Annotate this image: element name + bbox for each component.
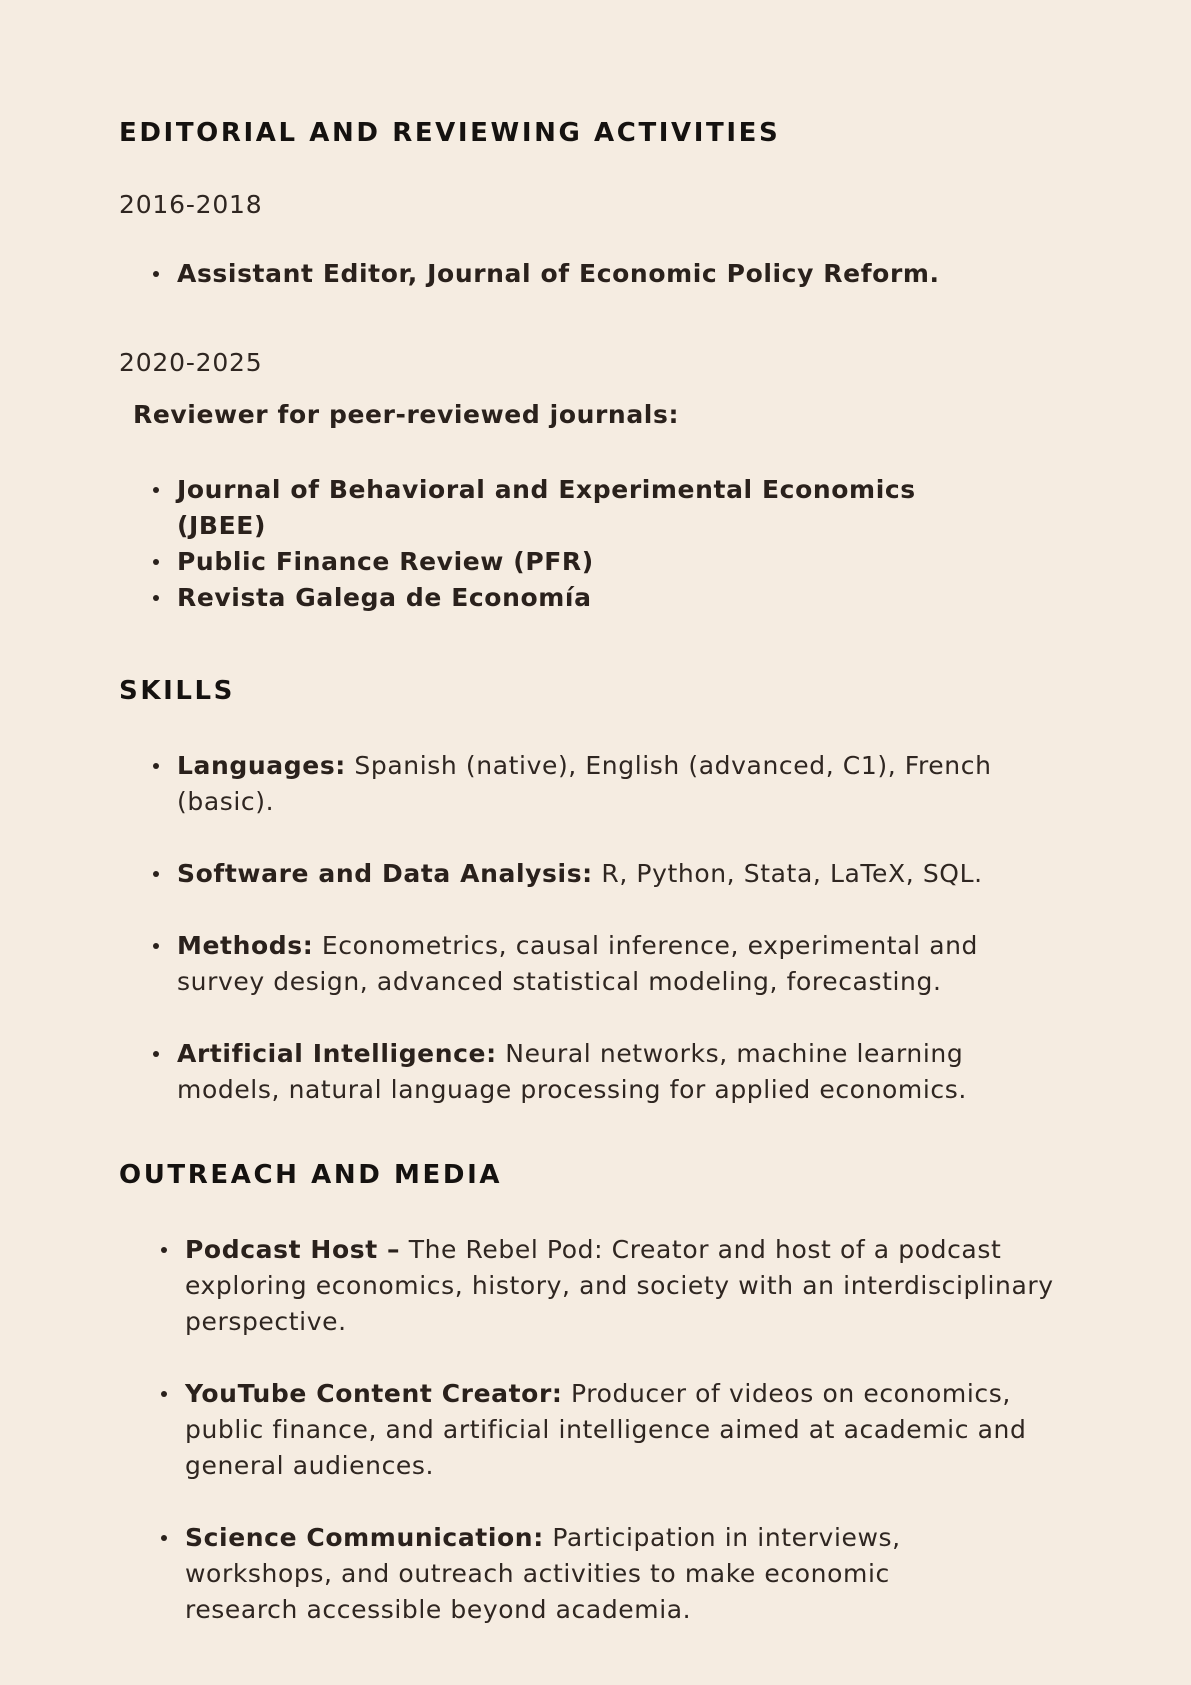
period-2020-2025: 2020-2025 [119, 348, 263, 377]
skill-label: Methods: [177, 931, 314, 960]
skill-item-languages [177, 748, 1057, 820]
journal-name: Public Finance Review (PFR) [177, 547, 594, 576]
outreach-item-science-communication [185, 1520, 965, 1628]
outreach-label: Science Communication: [185, 1523, 544, 1552]
outreach-text: Participation in interviews, workshops, and outreach activities to make economic research accessible beyond academia. [185, 1523, 901, 1624]
skill-text: Spanish (native), English (advanced, C1), French (basic). [177, 751, 992, 816]
skill-label: Languages: [177, 751, 346, 780]
skill-text: Neural networks, machine learning models, natural language processing for applied economics. [177, 1039, 967, 1104]
reviewer-heading: Reviewer for peer-reviewed journals: [133, 400, 680, 429]
outreach-item-podcast [185, 1232, 1065, 1340]
skill-text: R, Python, Stata, LaTeX, SQL. [592, 859, 983, 888]
outreach-item-youtube [185, 1376, 1045, 1484]
skill-label: Software and Data Analysis: [177, 859, 593, 888]
outreach-text: The Rebel Pod: Creator and host of a podcast exploring economics, history, and society with an interdisciplinary perspective. [185, 1235, 1054, 1336]
list-item-assistant-editor [177, 256, 997, 292]
editorial-heading: EDITORIAL AND REVIEWING ACTIVITIES [119, 118, 781, 148]
journal-name: Revista Galega de Economía [177, 583, 592, 612]
period-2016-2018: 2016-2018 [119, 190, 263, 219]
skill-item-methods [177, 928, 1057, 1000]
item-text: Assistant Editor, Journal of Economic Policy Reform. [177, 259, 940, 288]
outreach-heading: OUTREACH AND MEDIA [119, 1160, 503, 1190]
skill-label: Artificial Intelligence: [177, 1039, 497, 1068]
journal-item-rge [177, 580, 947, 616]
outreach-text: Producer of videos on economics, public finance, and artificial intelligence aimed at academic and general audiences. [185, 1379, 1027, 1480]
outreach-label: YouTube Content Creator: [185, 1379, 563, 1408]
skill-item-ai [177, 1036, 1057, 1108]
journal-name: Journal of Behavioral and Experimental Economics (JBEE) [177, 475, 916, 540]
skill-item-software [177, 856, 1057, 892]
outreach-label: Podcast Host – [185, 1235, 401, 1264]
journal-item-jbee [177, 472, 947, 544]
journal-item-pfr [177, 544, 947, 580]
skill-text: Econometrics, causal inference, experimental and survey design, advanced statistical modeling, forecasting. [177, 931, 979, 996]
skills-heading: SKILLS [119, 676, 236, 706]
